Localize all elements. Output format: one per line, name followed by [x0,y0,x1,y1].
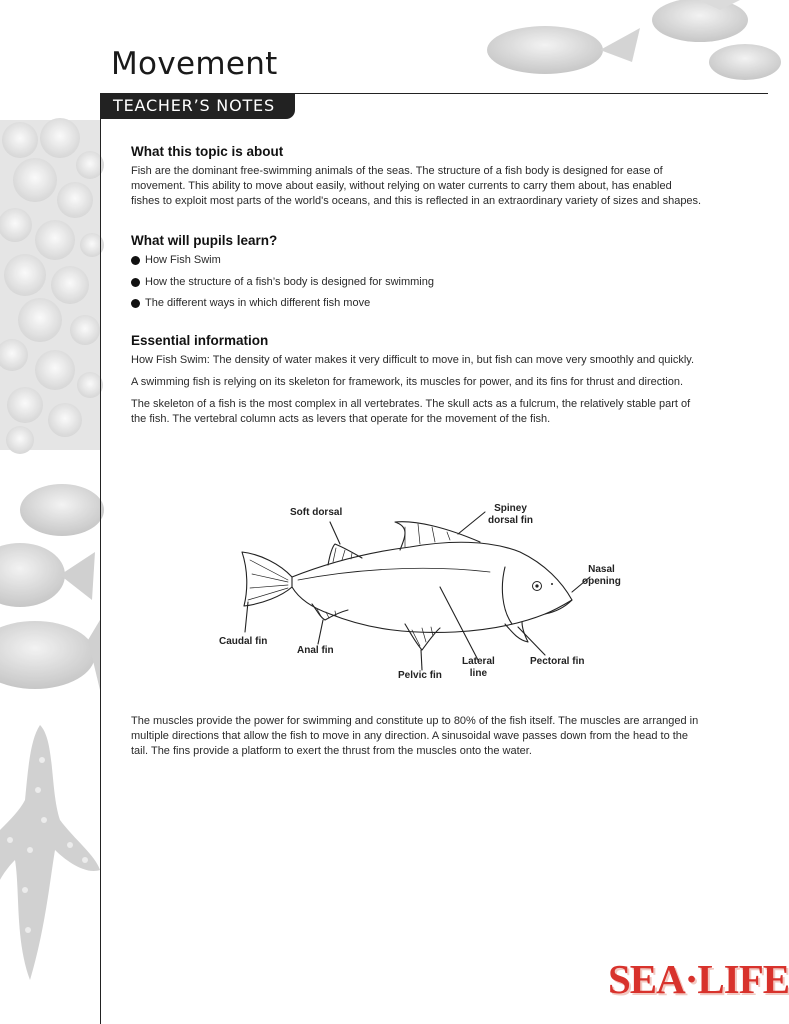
label-pelvic-fin: Pelvic fin [398,670,442,681]
label-spiney-dorsal-fin: Spiney dorsal fin [488,503,534,526]
section-paragraph: How Fish Swim: The density of water makes it very difficult to move in, but fish can move very smoothly and quickly. [131,354,695,367]
label-pectoral-fin: Pectoral fin [530,656,585,667]
coral-decoration [0,118,104,454]
lateral-line-shape [298,568,490,580]
section-essential [131,333,703,427]
pelvic-fin-shape [405,624,440,650]
page-title: Movement [111,46,278,82]
list-item: How the structure of a fish’s body is designed for swimming [131,275,703,290]
section-about [131,144,703,209]
list-item: The different ways in which different fish move [131,296,703,311]
list-item: How Fish Swim [131,253,703,268]
teachers-notes-tab: TEACHER’S NOTES [101,93,295,119]
label-lateral-line: Lateral line [462,656,495,679]
label-caudal-fin: Caudal fin [219,636,268,647]
left-margin-rule [100,93,101,1024]
caudal-fin-shape [242,552,292,606]
section-paragraph: The muscles provide the power for swimming and constitute up to 80% of the fish itself. The muscles are arranged in multiple directions that allow the fish to move in any direction. A sinusoidal wave passes down from the head to the tail. The fins provide a platform to exert the thrust from the muscles onto the water. [131,715,699,757]
sealife-logo: SEA·LIFE [608,956,789,1002]
section-learn [131,233,703,311]
section-paragraph: Fish are the dominant free-swimming animals of the seas. The structure of a fish body is designed for ease of movement. This ability to move about easily, without relying on water currents to carry them about, has enabled fishes to exploit most parts of the world's oceans, and this is reflected in an extraordinary variety of sizes and shapes. [131,165,702,207]
anal-fin-shape [312,604,348,620]
muscles-section [131,714,703,766]
starfish-decoration [0,725,100,980]
section-paragraph: The skeleton of a fish is the most complex in all vertebrates. The skull acts as a fulcrum, the relatively stable part of the fish. The vertebral column acts as levers that operate for the movement of the fish. [131,398,691,426]
section-heading: What will pupils learn? [131,233,278,248]
section-heading: What this topic is about [131,144,284,159]
main-content [131,144,703,445]
label-soft-dorsal: Soft dorsal [290,507,343,518]
section-paragraph: A swimming fish is relying on its skeleton for framework, its muscles for power, and its fins for thrust and direction. [131,376,684,389]
learn-list [131,253,703,311]
label-nasal-opening: Nasal opening [582,564,621,587]
section-heading: Essential information [131,333,269,349]
label-anal-fin: Anal fin [297,645,334,656]
